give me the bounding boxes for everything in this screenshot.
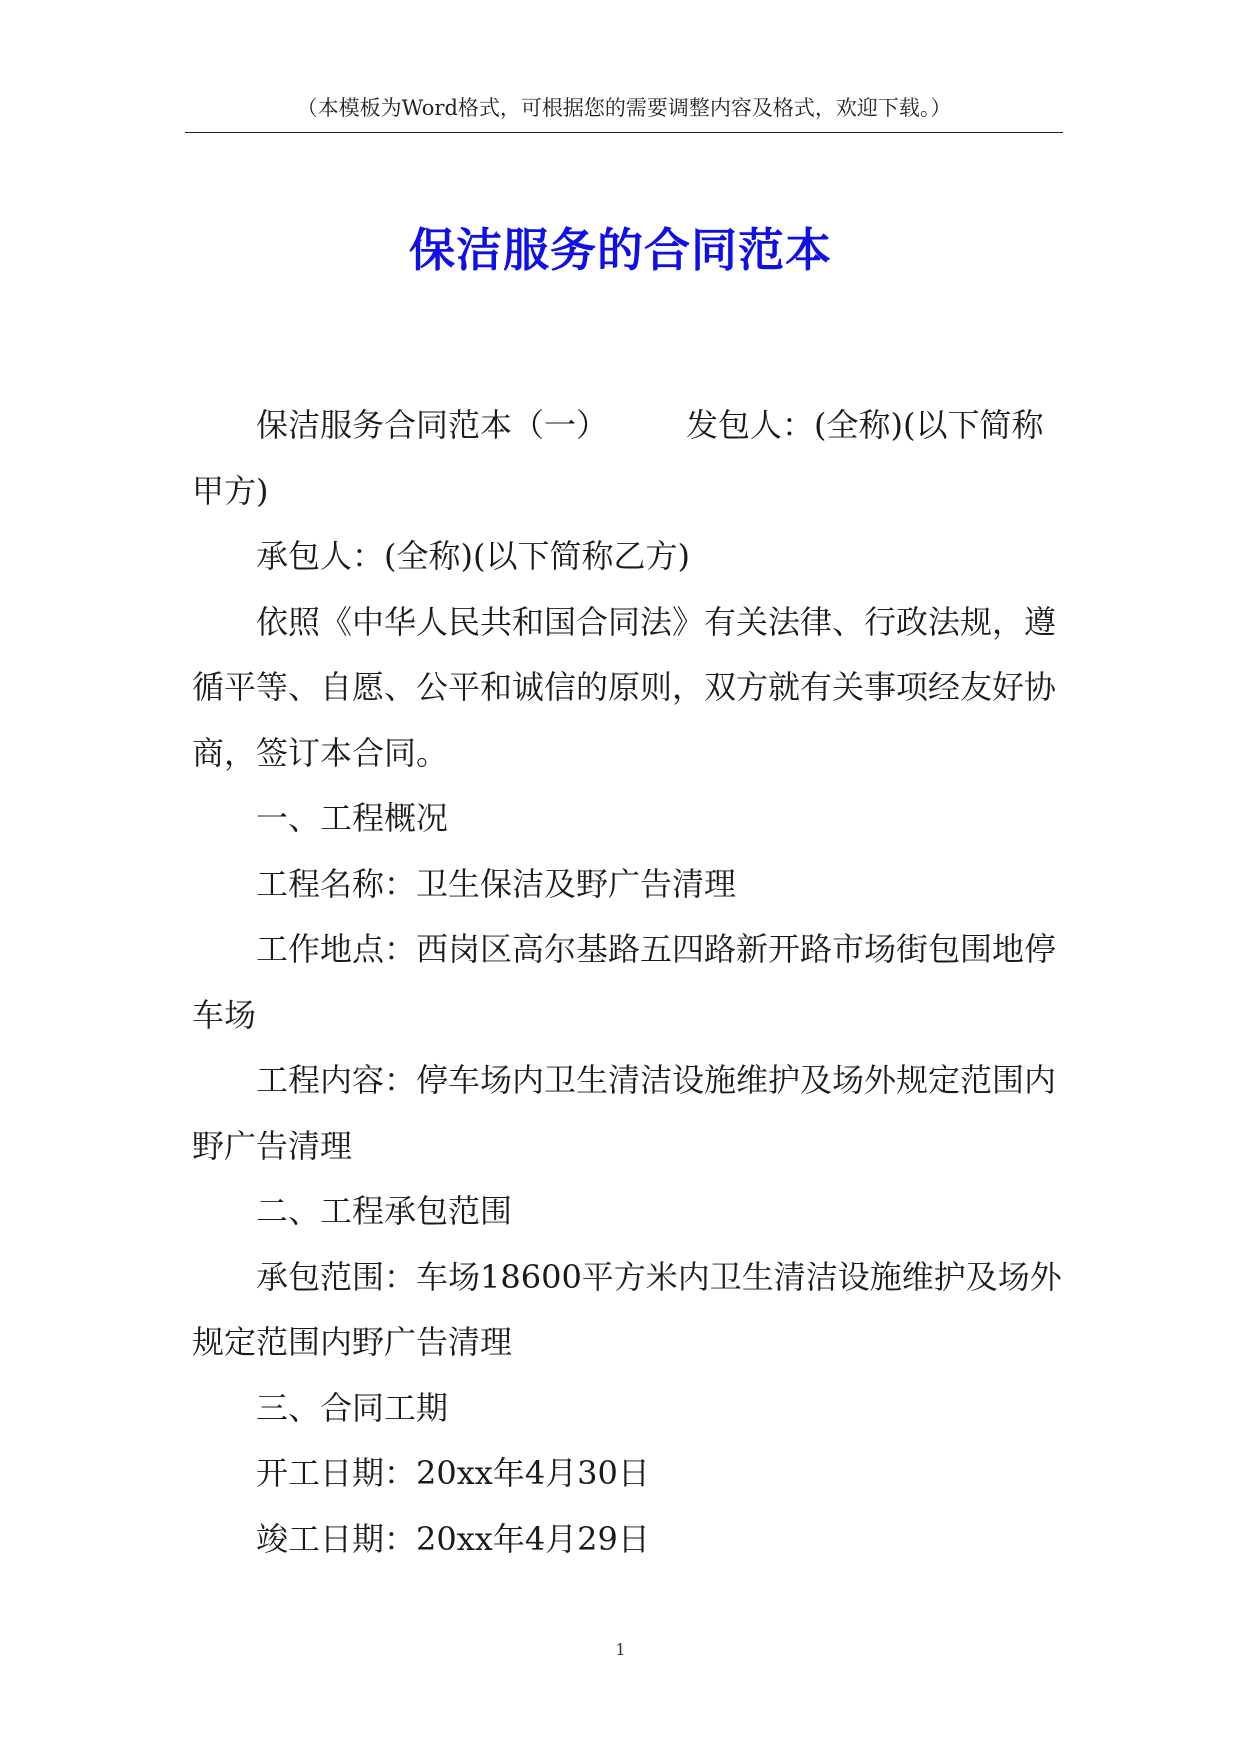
section-heading-3: 三、合同工期 — [256, 1388, 449, 1427]
employer-line: 发包人：(全称)(以下简称甲方) — [192, 406, 1044, 510]
paragraph-scope: 承包范围：车场18600平方米内卫生清洁设施维护及场外规定范围内野广告清理 — [192, 1257, 1062, 1361]
contract-heading: 保洁服务合同范本（一） — [256, 406, 609, 444]
template-note: （本模板为Word格式，可根据您的需要调整内容及格式，欢迎下载。） — [296, 96, 952, 120]
paragraph-start-date: 开工日期：20xx年4月30日 — [256, 1454, 650, 1492]
section-heading-1: 一、工程概况 — [256, 799, 449, 837]
paragraph-legal-basis: 依照《中华人民共和国合同法》有关法律、行政法规，遵循平等、自愿、公平和诚信的原则，双方就有关事项经友好协商，签订本合同。 — [192, 602, 1057, 772]
page-header — [185, 94, 1063, 133]
page-number: 1 — [615, 1640, 626, 1659]
paragraph-project-content: 工程内容：停车场内卫生清洁设施维护及场外规定范围内野广告清理 — [192, 1061, 1057, 1165]
document-title: 保洁服务的合同范本 — [409, 223, 832, 277]
paragraph-work-location: 工作地点：西岗区高尔基路五四路新开路市场街包围地停车场 — [192, 930, 1057, 1034]
paragraph-project-name: 工程名称：卫生保洁及野广告清理 — [256, 864, 737, 903]
paragraph-contractor: 承包人：(全称)(以下简称乙方) — [256, 537, 690, 575]
document-body — [192, 393, 1070, 1572]
paragraph-intro — [192, 393, 1070, 524]
section-heading-2: 二、工程承包范围 — [256, 1192, 513, 1230]
paragraph-end-date: 竣工日期：20xx年4月29日 — [256, 1519, 650, 1558]
